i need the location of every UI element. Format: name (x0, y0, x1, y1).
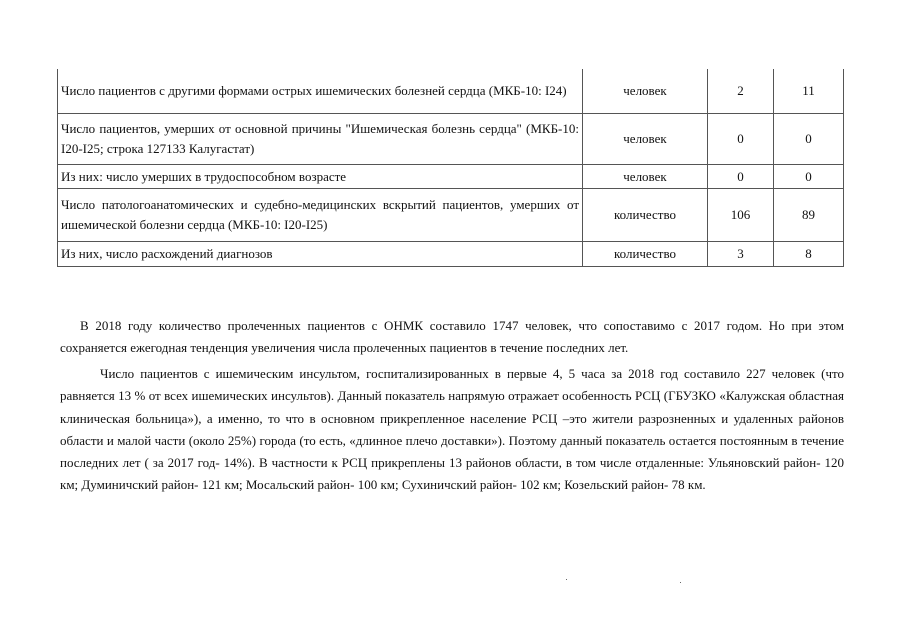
table-row (58, 242, 844, 267)
row-label: Число патологоанатомических и судебно-медицинских вскрытий пациентов, умерших от ишемической болезни сердца (МКБ-10: I20-I25) (58, 189, 583, 242)
paragraph-stroke-patients: В 2018 году количество пролеченных пациентов с ОНМК составило 1747 человек, что сопоставимо с 2017 годом. Но при этом сохраняется ежегодная тенденция увеличения числа пролеченных пациентов в течение последних лет. (60, 318, 844, 356)
row-value-2: 0 (774, 114, 844, 165)
table-row (58, 165, 844, 189)
row-unit: человек (583, 165, 708, 189)
row-value-2: 8 (774, 242, 844, 267)
scan-speck (566, 579, 567, 580)
row-value-1: 106 (708, 189, 774, 242)
row-value-1: 2 (708, 69, 774, 114)
row-unit: количество (583, 242, 708, 267)
row-unit: человек (583, 114, 708, 165)
row-unit: количество (583, 189, 708, 242)
row-value-2: 11 (774, 69, 844, 114)
row-label: Из них, число расхождений диагнозов (58, 242, 583, 267)
table-row (58, 189, 844, 242)
row-value-1: 0 (708, 114, 774, 165)
paragraph-ischemic-stroke: Число пациентов с ишемическим инсультом, госпитализированных в первые 4, 5 часа за 2018 год составило 227 человек (что равняется 13 % от всех ишемических инсультов). Данный показатель напрямую отражает особенность РСЦ (ГБУЗКО «Калужская областная клиническая больница»), а именно, то что в основном прикрепленное население РСЦ –это жители разрозненных и удаленных районов области и малой части (около 25%) города (то есть, «длинное плечо доставки»). Поэтому данный показатель остается постоянным в течение последних лет ( за 2017 год- 14%). В частности к РСЦ прикреплены 13 районов области, в том числе отдаленные: Ульяновский район- 120 км; Думиничский район- 121 км; Мосальский район- 100 км; Сухиничский район- 102 км; Козельский район- 78 км. (60, 366, 844, 493)
row-value-2: 89 (774, 189, 844, 242)
row-value-2: 0 (774, 165, 844, 189)
row-label: Число пациентов, умерших от основной причины "Ишемическая болезнь сердца" (МКБ-10: I20-I25; строка 127133 Калугастат) (58, 114, 583, 165)
scan-speck (680, 582, 681, 583)
row-label: Из них: число умерших в трудоспособном возрасте (58, 165, 583, 189)
row-value-1: 0 (708, 165, 774, 189)
table-row (58, 114, 844, 165)
statistics-table (57, 69, 844, 267)
row-unit: человек (583, 69, 708, 114)
row-label: Число пациентов с другими формами острых ишемических болезней сердца (МКБ-10: I24) (58, 69, 583, 114)
table-row (58, 69, 844, 114)
row-value-1: 3 (708, 242, 774, 267)
